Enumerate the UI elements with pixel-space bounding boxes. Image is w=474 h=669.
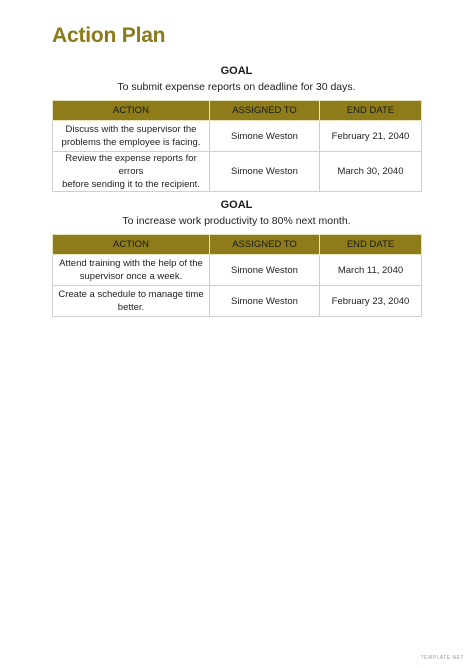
- assigned-cell: Simone Weston: [210, 255, 320, 286]
- end-date-cell: March 30, 2040: [320, 152, 422, 192]
- action-text-line: problems the employee is facing.: [61, 137, 201, 148]
- column-header-assigned-to: ASSIGNED TO: [210, 235, 320, 255]
- assigned-cell: Simone Weston: [210, 152, 320, 192]
- end-date-cell: March 11, 2040: [320, 255, 422, 286]
- goal-description: To submit expense reports on deadline for 30 days.: [117, 81, 356, 93]
- column-header-end-date: END DATE: [320, 235, 422, 255]
- goal-description: To increase work productivity to 80% next month.: [122, 215, 351, 227]
- action-text-line: Attend training with the help of the: [59, 258, 203, 269]
- assigned-cell: Simone Weston: [210, 121, 320, 152]
- column-header-end-date: END DATE: [320, 101, 422, 121]
- goal-heading: GOAL: [220, 65, 253, 77]
- goal-section-1: [52, 64, 421, 192]
- column-header-action: ACTION: [53, 235, 210, 255]
- watermark-logo: TEMPLATE.NET: [420, 655, 464, 661]
- action-cell: [53, 152, 210, 192]
- goal-heading: GOAL: [220, 199, 253, 211]
- table-row: [53, 255, 422, 286]
- action-text-line: Create a schedule to manage time: [58, 289, 204, 300]
- end-date-cell: February 21, 2040: [320, 121, 422, 152]
- action-text-line: before sending it to the recipient.: [62, 179, 200, 190]
- action-plan-table: [52, 100, 422, 192]
- column-header-action: ACTION: [53, 101, 210, 121]
- action-cell: [53, 121, 210, 152]
- table-row: [53, 286, 422, 317]
- action-cell: [53, 255, 210, 286]
- action-text-line: Discuss with the supervisor the: [65, 124, 197, 135]
- column-header-assigned-to: ASSIGNED TO: [210, 101, 320, 121]
- table-row: [53, 121, 422, 152]
- action-cell: [53, 286, 210, 317]
- end-date-cell: February 23, 2040: [320, 286, 422, 317]
- table-header-row: [53, 235, 422, 255]
- page-title: Action Plan: [52, 24, 166, 47]
- action-text-line: better.: [117, 302, 145, 313]
- action-text-line: supervisor once a week.: [79, 271, 183, 282]
- assigned-cell: Simone Weston: [210, 286, 320, 317]
- action-plan-table: [52, 234, 422, 317]
- table-row: [53, 152, 422, 192]
- action-text-line: Review the expense reports for errors: [65, 153, 197, 177]
- goal-section-2: [52, 198, 421, 317]
- table-header-row: [53, 101, 422, 121]
